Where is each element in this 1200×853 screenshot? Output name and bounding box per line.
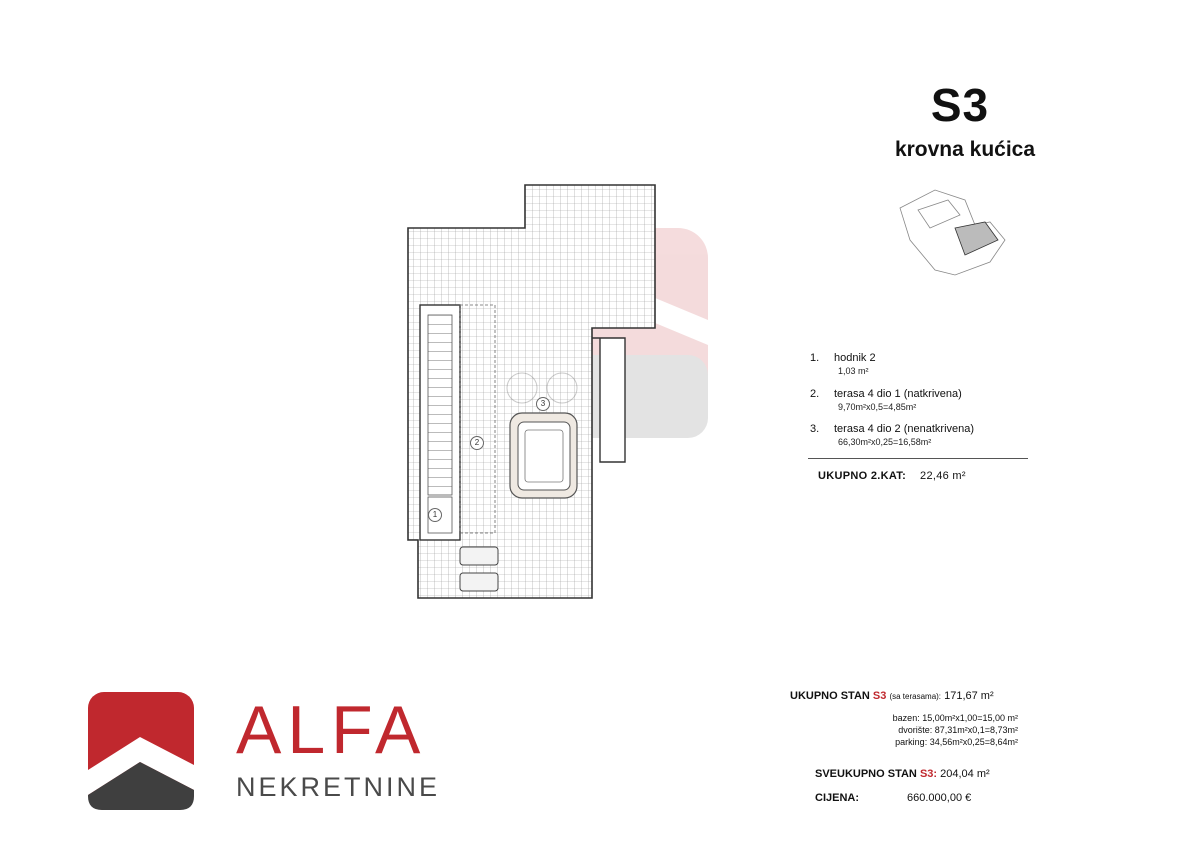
room-name: hodnik 2 — [834, 352, 876, 364]
company-logo-name: ALFA — [236, 692, 427, 768]
room-number: 2. — [810, 388, 820, 400]
unit-total-value: 171,67 m² — [944, 690, 994, 702]
room-item-1 — [810, 352, 876, 378]
extra-pool: bazen: 15,00m²x1,00=15,00 m² — [892, 713, 1018, 723]
plan-label-3: 3 — [536, 397, 550, 411]
price-value: 660.000,00 € — [907, 792, 972, 804]
room-area: 1,03 m² — [838, 366, 869, 376]
unit-code-title: S3 — [930, 79, 990, 131]
grand-total — [815, 768, 990, 780]
floor-total-value: 22,46 m² — [920, 470, 966, 482]
floor-total — [818, 470, 966, 482]
unit-total-note: (sa terasama): — [889, 692, 942, 701]
company-logo-tagline: NEKRETNINE — [236, 772, 441, 802]
extras-list — [848, 712, 1018, 748]
room-item-3 — [810, 423, 974, 449]
room-item-2 — [810, 388, 962, 414]
room-number: 1. — [810, 352, 820, 364]
grand-total-label: SVEUKUPNO STAN — [815, 768, 917, 780]
location-minimap — [900, 190, 1005, 275]
plan-label-1: 1 — [428, 508, 442, 522]
plan-label-2: 2 — [470, 436, 484, 450]
room-number: 3. — [810, 423, 820, 435]
floor-total-label: UKUPNO 2.KAT: — [818, 470, 907, 482]
unit-total-label: UKUPNO STAN — [790, 690, 870, 702]
jacuzzi — [510, 413, 577, 498]
unit-type-subtitle: krovna kućica — [894, 138, 1036, 161]
grand-total-code: S3: — [919, 768, 938, 780]
company-logo-mark — [88, 692, 194, 810]
room-area: 66,30m²x0,25=16,58m² — [838, 437, 932, 447]
room-area: 9,70m²x0,5=4,85m² — [838, 402, 917, 412]
extra-yard: dvorište: 87,31m²x0,1=8,73m² — [898, 725, 1018, 735]
room-name: terasa 4 dio 2 (nenatkrivena) — [834, 423, 975, 435]
unit-total — [790, 690, 994, 702]
unit-total-code: S3 — [872, 690, 887, 702]
room-name: terasa 4 dio 1 (natkrivena) — [834, 388, 962, 400]
price — [815, 792, 971, 804]
divider — [808, 458, 1028, 459]
stair-steps — [428, 315, 452, 495]
grand-total-value: 204,04 m² — [940, 768, 990, 780]
price-label: CIJENA: — [815, 792, 860, 804]
extra-parking: parking: 34,56m²x0,25=8,64m² — [895, 737, 1018, 747]
